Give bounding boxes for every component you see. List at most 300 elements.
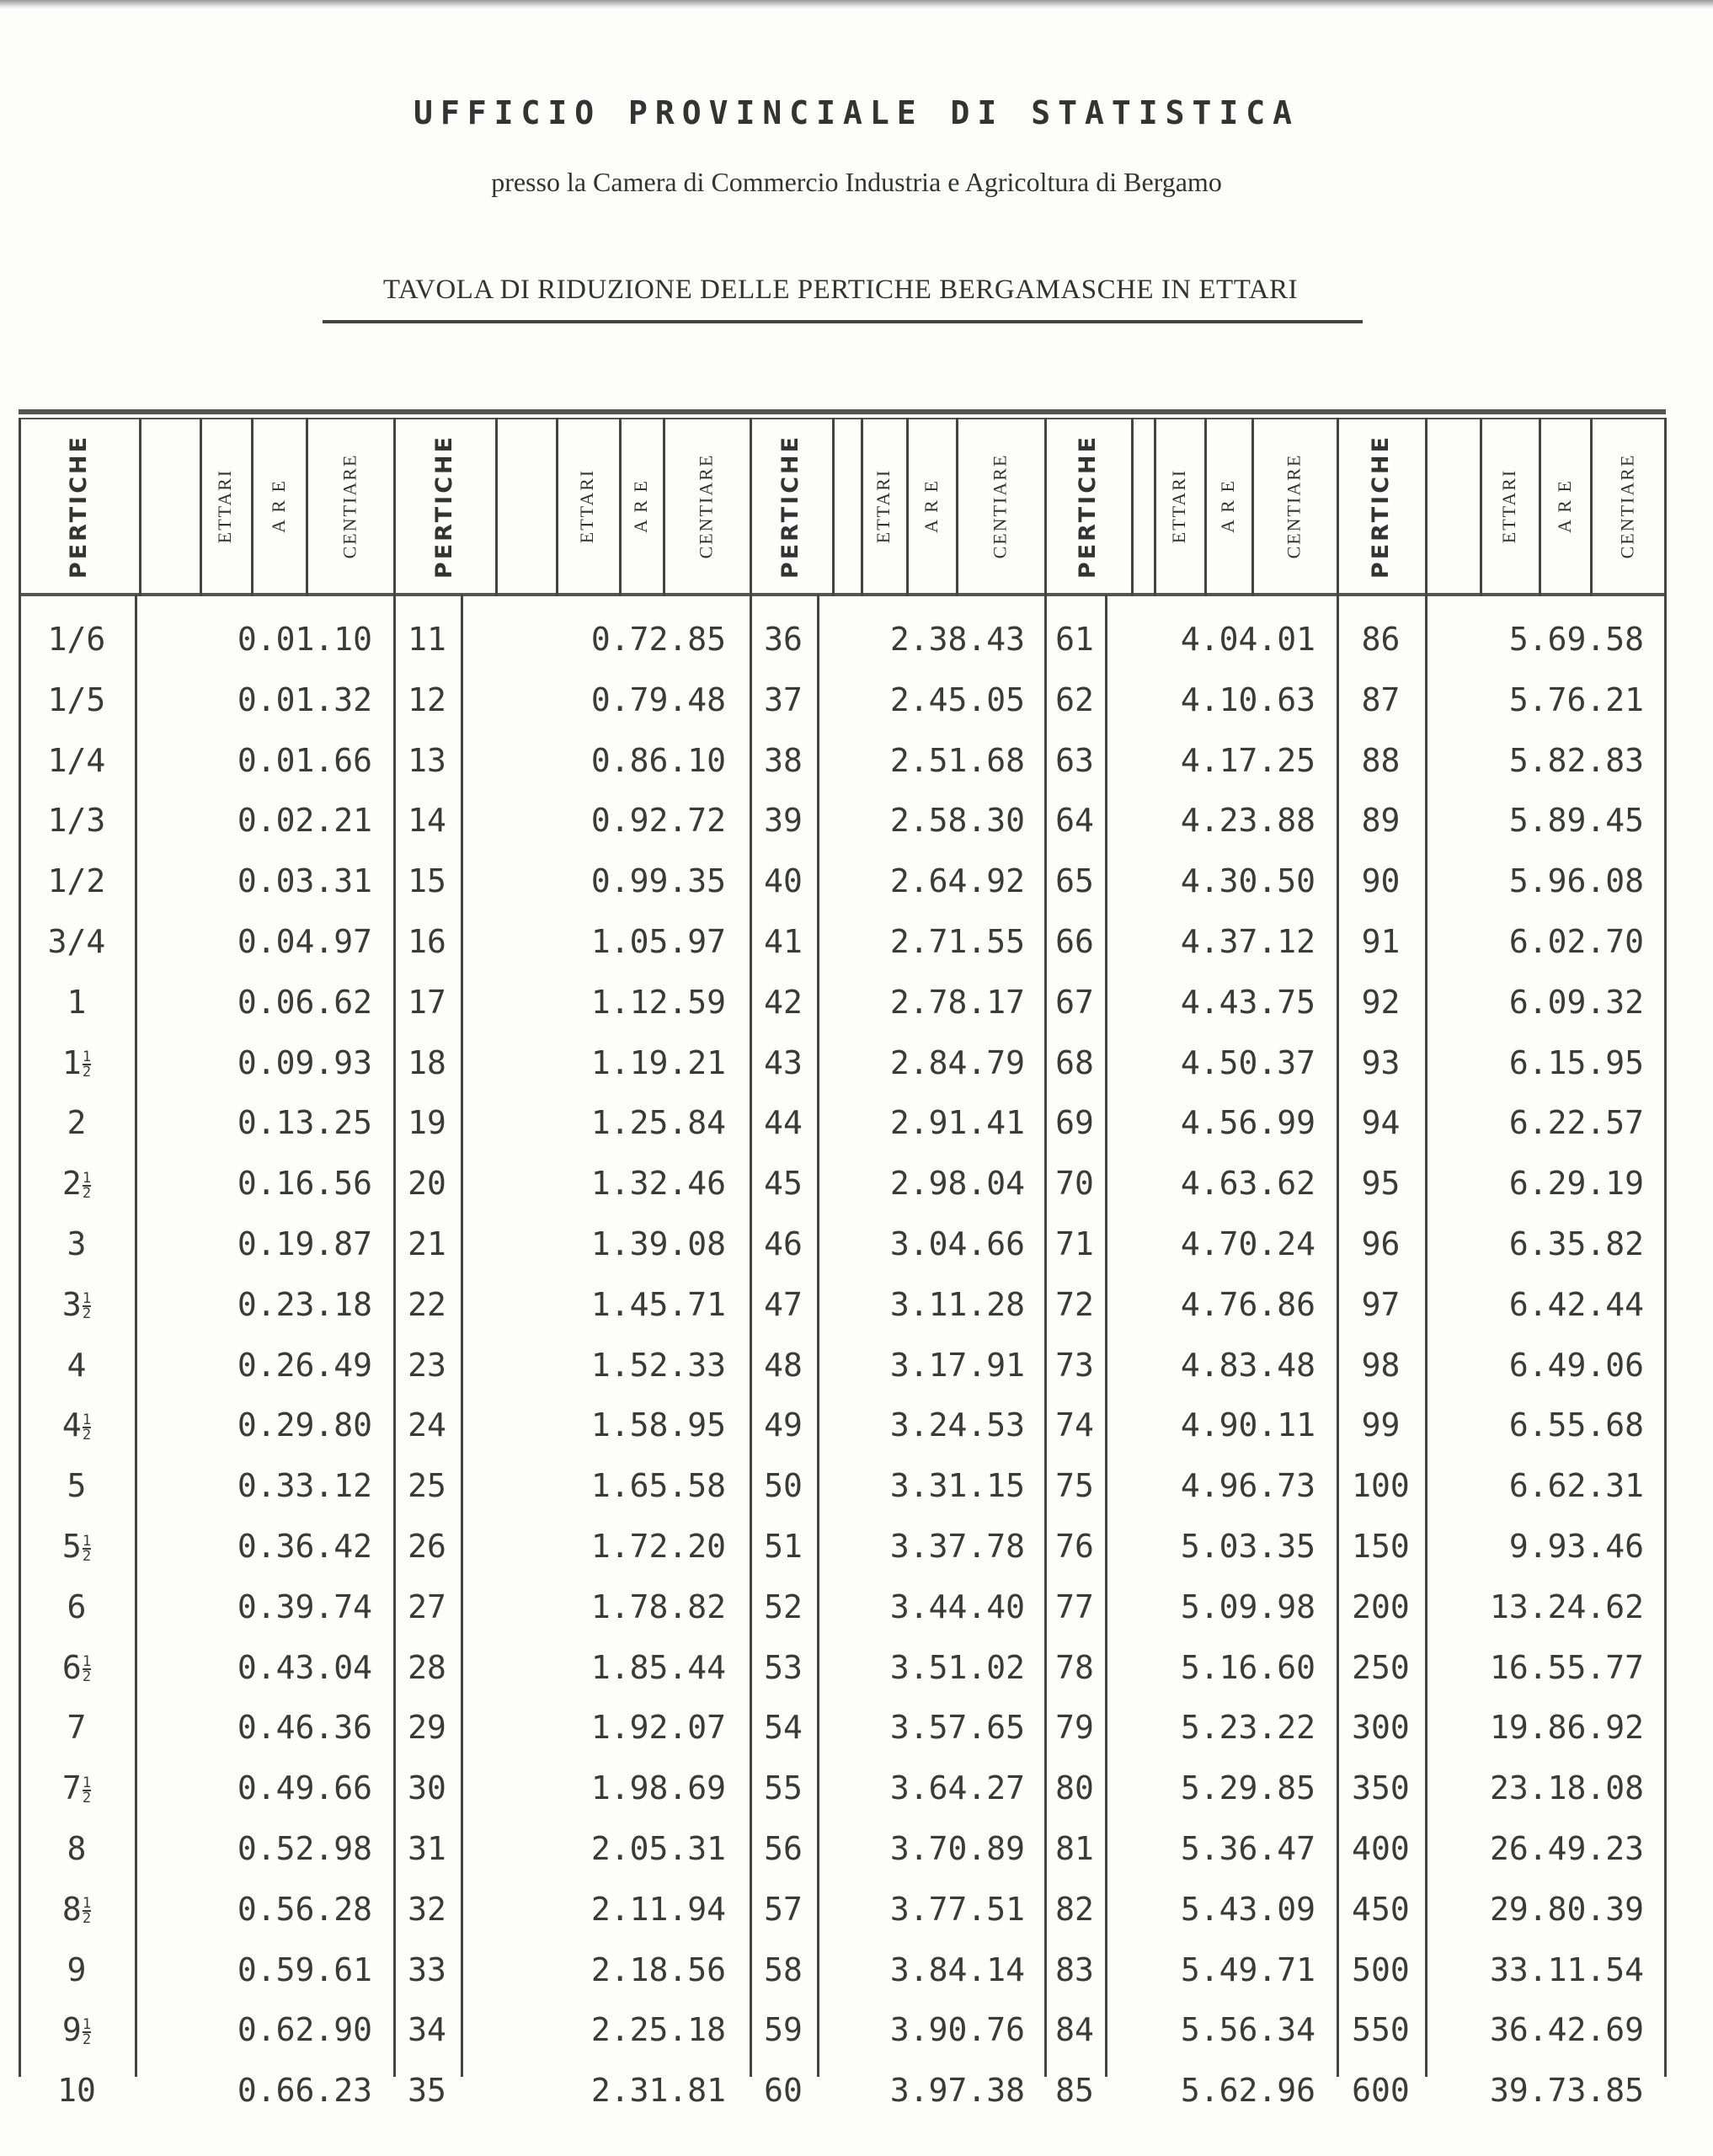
hectare-value: 29.80.39 (1489, 1890, 1644, 1928)
pertiche-value: 98 (1361, 1346, 1401, 1384)
header-pertiche-label: PERTICHE (66, 434, 93, 579)
header-are-label: A R E (630, 479, 652, 533)
pertiche-value: 14 (408, 802, 446, 840)
pertiche-value: 92 (1361, 983, 1401, 1021)
pertiche-value: 5 $\frac{1}{2}$ (61, 1528, 92, 1565)
pertiche-value: 49 (764, 1406, 803, 1444)
hectare-value: 5.36.47 (1180, 1830, 1315, 1867)
header-column-divider (1131, 418, 1134, 596)
hectare-value: 6.02.70 (1508, 923, 1644, 960)
hectare-value: 26.49.23 (1489, 1830, 1644, 1867)
pertiche-value: 64 (1055, 802, 1094, 840)
hectare-value: 4.04.01 (1180, 621, 1315, 658)
pertiche-value: 79 (1055, 1709, 1094, 1747)
hectare-value: 4.17.25 (1180, 741, 1315, 779)
pertiche-value: 150 (1352, 1528, 1410, 1565)
header-pertiche-label: PERTICHE (1075, 434, 1102, 579)
pertiche-value: 48 (764, 1346, 803, 1384)
pertiche-value: 40 (764, 862, 803, 900)
pertiche-value: 61 (1055, 621, 1094, 658)
pertiche-value: 36 (764, 621, 803, 658)
hectare-value: 6.15.95 (1508, 1043, 1644, 1081)
pertiche-value: 600 (1352, 2072, 1410, 2110)
hectare-value: 1.19.21 (590, 1043, 726, 1081)
header-pertiche (1337, 419, 1425, 593)
pertiche-value: 75 (1055, 1467, 1094, 1505)
conversion-table (19, 409, 1666, 2110)
hectare-value: 2.51.68 (889, 741, 1025, 779)
hectare-value: 3.37.78 (889, 1528, 1025, 1565)
hectare-value: 4.43.75 (1180, 983, 1315, 1021)
pertiche-value: 93 (1361, 1043, 1401, 1081)
hectare-value: 0.43.04 (237, 1648, 372, 1686)
hectare-value: 5.56.34 (1180, 2011, 1315, 2049)
pertiche-value: 450 (1352, 1890, 1410, 1928)
hectare-value: 0.72.85 (590, 621, 726, 658)
hectare-value: 0.99.35 (590, 862, 726, 900)
header-pertiche-label: PERTICHE (1368, 434, 1395, 579)
pertiche-value: 34 (408, 2011, 446, 2049)
body-column-divider (1664, 595, 1667, 2077)
hectare-value: 0.52.98 (237, 1830, 372, 1867)
pertiche-value: 100 (1352, 1467, 1410, 1505)
pertiche-value: 18 (408, 1043, 446, 1081)
header-centiare (306, 419, 393, 593)
header-are-label: A R E (920, 479, 942, 533)
pertiche-value: 1 (67, 983, 87, 1021)
hectare-value: 0.46.36 (237, 1709, 372, 1747)
pertiche-value: 55 (764, 1769, 803, 1807)
hectare-value: 6.42.44 (1508, 1285, 1644, 1323)
hectare-value: 4.83.48 (1180, 1346, 1315, 1384)
hectare-value: 3.51.02 (889, 1648, 1025, 1686)
hectare-value: 2.31.81 (590, 2072, 726, 2110)
hectare-value: 2.91.41 (889, 1104, 1025, 1142)
hectare-value: 3.04.66 (889, 1225, 1025, 1262)
hectare-value: 6.49.06 (1508, 1346, 1644, 1384)
pertiche-value: 35 (408, 2072, 446, 2110)
header-centiare-label: CENTIARE (989, 453, 1011, 559)
pertiche-value: 9 (67, 1951, 87, 1988)
hectare-value: 2.25.18 (590, 2011, 726, 2049)
hectare-value: 5.29.85 (1180, 1769, 1315, 1807)
pertiche-value: 90 (1361, 862, 1401, 900)
header-pertiche-label: PERTICHE (431, 434, 458, 579)
hectare-value: 0.56.28 (237, 1890, 372, 1928)
hectare-value: 0.62.90 (237, 2011, 372, 2049)
pertiche-value: 78 (1055, 1648, 1094, 1686)
header-column-divider (495, 418, 498, 596)
pertiche-value: 41 (764, 923, 803, 960)
header-are (619, 419, 663, 593)
pertiche-value: 38 (764, 741, 803, 779)
pertiche-value: 10 (57, 2072, 96, 2110)
pertiche-value: 13 (408, 741, 446, 779)
hectare-value: 6.35.82 (1508, 1225, 1644, 1262)
header-are-label: A R E (267, 479, 289, 533)
hectare-value: 0.92.72 (590, 802, 726, 840)
pertiche-value: 5 (67, 1467, 87, 1505)
hectare-value: 2.45.05 (889, 680, 1025, 718)
hectare-value: 5.23.22 (1180, 1709, 1315, 1747)
hectare-value: 0.33.12 (237, 1467, 372, 1505)
header-ettari (1480, 419, 1539, 593)
pertiche-value: 32 (408, 1890, 446, 1928)
hectare-value: 5.09.98 (1180, 1588, 1315, 1625)
pertiche-value: 2 (67, 1104, 87, 1142)
pertiche-value: 62 (1055, 680, 1094, 718)
half-fraction: $\frac{1}{2}$ (82, 1774, 92, 1806)
hectare-value: 4.63.62 (1180, 1165, 1315, 1203)
pertiche-value: 23 (408, 1346, 446, 1384)
pertiche-value: 44 (764, 1104, 803, 1142)
half-fraction: $\frac{1}{2}$ (82, 1049, 92, 1081)
header-separator (19, 593, 1666, 596)
hectare-value: 5.16.60 (1180, 1648, 1315, 1686)
header-pertiche (1044, 419, 1131, 593)
pertiche-value: 400 (1352, 1830, 1410, 1867)
hectare-value: 0.19.87 (237, 1225, 372, 1262)
pertiche-value: 56 (764, 1830, 803, 1867)
pertiche-value: 97 (1361, 1285, 1401, 1323)
pertiche-value: 72 (1055, 1285, 1094, 1323)
hectare-value: 4.96.73 (1180, 1467, 1315, 1505)
pertiche-value: 3 (67, 1225, 87, 1262)
pertiche-value: 9 $\frac{1}{2}$ (61, 2011, 92, 2049)
hectare-value: 0.59.61 (237, 1951, 372, 1988)
hectare-value: 3.70.89 (889, 1830, 1025, 1867)
table-heading: TAVOLA DI RIDUZIONE DELLE PERTICHE BERGAMASCHE IN ETTARI (382, 275, 1299, 305)
hectare-value: 3.84.14 (889, 1951, 1025, 1988)
half-fraction: $\frac{1}{2}$ (82, 1895, 92, 1928)
header-ettari (861, 419, 906, 593)
header-centiare (956, 419, 1044, 593)
pertiche-value: 85 (1055, 2072, 1094, 2110)
pertiche-value: 26 (408, 1528, 446, 1565)
pertiche-value: 30 (408, 1769, 446, 1807)
hectare-value: 36.42.69 (1489, 2011, 1644, 2049)
pertiche-value: 71 (1055, 1225, 1094, 1262)
pertiche-value: 46 (764, 1225, 803, 1262)
pertiche-value: 550 (1352, 2011, 1410, 2049)
hectare-value: 4.70.24 (1180, 1225, 1315, 1262)
pertiche-value: 11 (408, 621, 446, 658)
pertiche-value: 76 (1055, 1528, 1094, 1565)
pertiche-value: 3 $\frac{1}{2}$ (61, 1285, 92, 1323)
hectare-value: 3.17.91 (889, 1346, 1025, 1384)
pertiche-value: 50 (764, 1467, 803, 1505)
pertiche-value: 4 $\frac{1}{2}$ (61, 1406, 92, 1444)
pertiche-value: 16 (408, 923, 446, 960)
half-fraction: $\frac{1}{2}$ (82, 2015, 92, 2048)
pertiche-value: 84 (1055, 2011, 1094, 2049)
header-centiare (1251, 419, 1337, 593)
hectare-value: 39.73.85 (1489, 2072, 1644, 2110)
pertiche-value: 58 (764, 1951, 803, 1988)
pertiche-value: 8 $\frac{1}{2}$ (61, 1890, 92, 1928)
header-ettari-label: ETTARI (873, 468, 894, 544)
hectare-value: 2.58.30 (889, 802, 1025, 840)
hectare-value: 2.38.43 (889, 621, 1025, 658)
hectare-value: 3.97.38 (889, 2072, 1025, 2110)
pertiche-value: 96 (1361, 1225, 1401, 1262)
hectare-value: 2.71.55 (889, 923, 1025, 960)
hectare-value: 4.90.11 (1180, 1406, 1315, 1444)
pertiche-value: 69 (1055, 1104, 1094, 1142)
hectare-value: 0.26.49 (237, 1346, 372, 1384)
hectare-value: 3.64.27 (889, 1769, 1025, 1807)
hectare-value: 2.11.94 (590, 1890, 726, 1928)
pertiche-value: 89 (1361, 802, 1401, 840)
pertiche-value: 77 (1055, 1588, 1094, 1625)
hectare-value: 6.09.32 (1508, 983, 1644, 1021)
pertiche-value: 70 (1055, 1165, 1094, 1203)
hectare-value: 1.72.20 (590, 1528, 726, 1565)
pertiche-value: 60 (764, 2072, 803, 2110)
hectare-value: 1.85.44 (590, 1648, 726, 1686)
pertiche-value: 2 $\frac{1}{2}$ (61, 1165, 92, 1203)
pertiche-value: 500 (1352, 1951, 1410, 1988)
hectare-value: 1.92.07 (590, 1709, 726, 1747)
pertiche-value: 87 (1361, 680, 1401, 718)
hectare-value: 2.05.31 (590, 1830, 726, 1867)
hectare-value: 5.82.83 (1508, 741, 1644, 779)
hectare-value: 2.64.92 (889, 862, 1025, 900)
header-column-divider (832, 418, 835, 596)
hectare-value: 0.02.21 (237, 802, 372, 840)
header-centiare (663, 419, 750, 593)
pertiche-value: 12 (408, 680, 446, 718)
header-ettari (200, 419, 251, 593)
hectare-value: 0.06.62 (237, 983, 372, 1021)
hectare-value: 5.03.35 (1180, 1528, 1315, 1565)
hectare-value: 4.76.86 (1180, 1285, 1315, 1323)
pertiche-value: 80 (1055, 1769, 1094, 1807)
pertiche-value: 52 (764, 1588, 803, 1625)
hectare-value: 4.37.12 (1180, 923, 1315, 960)
pertiche-value: 42 (764, 983, 803, 1021)
pertiche-value: 63 (1055, 741, 1094, 779)
hectare-value: 0.04.97 (237, 923, 372, 960)
hectare-value: 5.89.45 (1508, 802, 1644, 840)
header-column-divider (139, 418, 141, 596)
hectare-value: 5.96.08 (1508, 862, 1644, 900)
office-title: UFFICIO PROVINCIALE DI STATISTICA (414, 94, 1299, 131)
pertiche-value: 53 (764, 1648, 803, 1686)
hectare-value: 0.13.25 (237, 1104, 372, 1142)
hectare-value: 4.23.88 (1180, 802, 1315, 840)
hectare-value: 1.52.33 (590, 1346, 726, 1384)
hectare-value: 9.93.46 (1508, 1528, 1644, 1565)
hectare-value: 4.30.50 (1180, 862, 1315, 900)
pertiche-value: 1 $\frac{1}{2}$ (61, 1043, 92, 1081)
hectare-value: 1.05.97 (590, 923, 726, 960)
header-pertiche (19, 419, 139, 593)
hectare-value: 3.57.65 (889, 1709, 1025, 1747)
header-centiare (1590, 419, 1664, 593)
hectare-value: 5.49.71 (1180, 1951, 1315, 1988)
header-ettari-label: ETTARI (576, 468, 598, 544)
pertiche-value: 88 (1361, 741, 1401, 779)
hectare-value: 0.36.42 (237, 1528, 372, 1565)
hectare-value: 0.09.93 (237, 1043, 372, 1081)
pertiche-value: 25 (408, 1467, 446, 1505)
pertiche-value: 20 (408, 1165, 446, 1203)
hectare-value: 19.86.92 (1489, 1709, 1644, 1747)
header-centiare-label: CENTIARE (1283, 453, 1305, 559)
hectare-value: 1.58.95 (590, 1406, 726, 1444)
hectare-value: 6.62.31 (1508, 1467, 1644, 1505)
pertiche-value: 29 (408, 1709, 446, 1747)
pertiche-value: 73 (1055, 1346, 1094, 1384)
pertiche-value: 8 (67, 1830, 87, 1867)
pertiche-value: 3/4 (47, 923, 106, 960)
header-pertiche (393, 419, 495, 593)
half-fraction: $\frac{1}{2}$ (82, 1290, 92, 1323)
hectare-value: 2.84.79 (889, 1043, 1025, 1081)
pertiche-value: 54 (764, 1709, 803, 1747)
pertiche-value: 94 (1361, 1104, 1401, 1142)
hectare-value: 0.16.56 (237, 1165, 372, 1203)
pertiche-value: 22 (408, 1285, 446, 1323)
header-column-divider (1425, 418, 1428, 596)
hectare-value: 1.78.82 (590, 1588, 726, 1625)
pertiche-value: 350 (1352, 1769, 1410, 1807)
hectare-value: 2.98.04 (889, 1165, 1025, 1203)
half-fraction: $\frac{1}{2}$ (82, 1169, 92, 1202)
pertiche-value: 17 (408, 983, 446, 1021)
heading-underline (323, 320, 1363, 323)
header-pertiche-label: PERTICHE (777, 434, 804, 579)
pertiche-value: 83 (1055, 1951, 1094, 1988)
hectare-value: 3.31.15 (889, 1467, 1025, 1505)
header-are (251, 419, 306, 593)
hectare-value: 3.24.53 (889, 1406, 1025, 1444)
pertiche-value: 27 (408, 1588, 446, 1625)
hectare-value: 33.11.54 (1489, 1951, 1644, 1988)
hectare-value: 2.78.17 (889, 983, 1025, 1021)
hectare-value: 1.12.59 (590, 983, 726, 1021)
pertiche-value: 15 (408, 862, 446, 900)
hectare-value: 4.50.37 (1180, 1043, 1315, 1081)
header-ettari-label: ETTARI (1168, 468, 1190, 544)
header-are (906, 419, 956, 593)
scan-edge (0, 0, 1713, 8)
half-fraction: $\frac{1}{2}$ (82, 1532, 92, 1565)
hectare-value: 5.62.96 (1180, 2072, 1315, 2110)
header-ettari (556, 419, 619, 593)
pertiche-value: 7 (67, 1709, 87, 1747)
header-are (1204, 419, 1251, 593)
pertiche-value: 300 (1352, 1709, 1410, 1747)
hectare-value: 1.45.71 (590, 1285, 726, 1323)
hectare-value: 3.11.28 (889, 1285, 1025, 1323)
pertiche-value: 1/5 (47, 680, 106, 718)
pertiche-value: 68 (1055, 1043, 1094, 1081)
header-are-label: A R E (1217, 479, 1239, 533)
hectare-value: 1.98.69 (590, 1769, 726, 1807)
hectare-value: 5.69.58 (1508, 621, 1644, 658)
pertiche-value: 67 (1055, 983, 1094, 1021)
pertiche-value: 47 (764, 1285, 803, 1323)
hectare-value: 1.65.58 (590, 1467, 726, 1505)
pertiche-value: 4 (67, 1346, 87, 1384)
hectare-value: 4.56.99 (1180, 1104, 1315, 1142)
pertiche-value: 65 (1055, 862, 1094, 900)
hectare-value: 16.55.77 (1489, 1648, 1644, 1686)
hectare-value: 0.01.10 (237, 621, 372, 658)
pertiche-value: 19 (408, 1104, 446, 1142)
header-are (1539, 419, 1590, 593)
pertiche-value: 99 (1361, 1406, 1401, 1444)
half-fraction: $\frac{1}{2}$ (82, 1653, 92, 1686)
hectare-value: 0.29.80 (237, 1406, 372, 1444)
pertiche-value: 57 (764, 1890, 803, 1928)
hectare-value: 1.32.46 (590, 1165, 726, 1203)
pertiche-value: 86 (1361, 621, 1401, 658)
pertiche-value: 1/4 (47, 741, 106, 779)
header-centiare-label: CENTIARE (1616, 453, 1638, 559)
pertiche-value: 200 (1352, 1588, 1410, 1625)
pertiche-value: 1/6 (47, 621, 106, 658)
header-are-label: A R E (1553, 479, 1575, 533)
header-ettari-label: ETTARI (214, 468, 236, 544)
pertiche-value: 6 (67, 1588, 87, 1625)
hectare-value: 1.39.08 (590, 1225, 726, 1262)
pertiche-value: 21 (408, 1225, 446, 1262)
pertiche-value: 66 (1055, 923, 1094, 960)
hectare-value: 6.55.68 (1508, 1406, 1644, 1444)
pertiche-value: 37 (764, 680, 803, 718)
pertiche-value: 6 $\frac{1}{2}$ (61, 1648, 92, 1686)
office-subtitle: presso la Camera di Commercio Industria e Agricoltura di Bergamo (491, 167, 1222, 197)
half-fraction: $\frac{1}{2}$ (82, 1411, 92, 1444)
pertiche-value: 91 (1361, 923, 1401, 960)
hectare-value: 0.86.10 (590, 741, 726, 779)
pertiche-value: 7 $\frac{1}{2}$ (61, 1769, 92, 1807)
hectare-value: 6.22.57 (1508, 1104, 1644, 1142)
pertiche-value: 51 (764, 1528, 803, 1565)
hectare-value: 3.44.40 (889, 1588, 1025, 1625)
pertiche-value: 1/2 (47, 862, 106, 900)
pertiche-value: 31 (408, 1830, 446, 1867)
hectare-value: 0.01.32 (237, 680, 372, 718)
pertiche-value: 250 (1352, 1648, 1410, 1686)
pertiche-value: 82 (1055, 1890, 1094, 1928)
hectare-value: 5.43.09 (1180, 1890, 1315, 1928)
hectare-value: 23.18.08 (1489, 1769, 1644, 1807)
pertiche-value: 59 (764, 2011, 803, 2049)
header-column-divider (1664, 418, 1667, 596)
hectare-value: 0.01.66 (237, 741, 372, 779)
hectare-value: 5.76.21 (1508, 680, 1644, 718)
header-centiare-label: CENTIARE (339, 453, 360, 559)
hectare-value: 0.79.48 (590, 680, 726, 718)
pertiche-value: 45 (764, 1165, 803, 1203)
hectare-value: 0.23.18 (237, 1285, 372, 1323)
hectare-value: 0.49.66 (237, 1769, 372, 1807)
pertiche-value: 43 (764, 1043, 803, 1081)
pertiche-value: 81 (1055, 1830, 1094, 1867)
pertiche-value: 1/3 (47, 802, 106, 840)
hectare-value: 0.03.31 (237, 862, 372, 900)
hectare-value: 6.29.19 (1508, 1165, 1644, 1203)
pertiche-value: 39 (764, 802, 803, 840)
pertiche-value: 33 (408, 1951, 446, 1988)
pertiche-value: 74 (1055, 1406, 1094, 1444)
pertiche-value: 28 (408, 1648, 446, 1686)
table-top-border (19, 409, 1666, 414)
